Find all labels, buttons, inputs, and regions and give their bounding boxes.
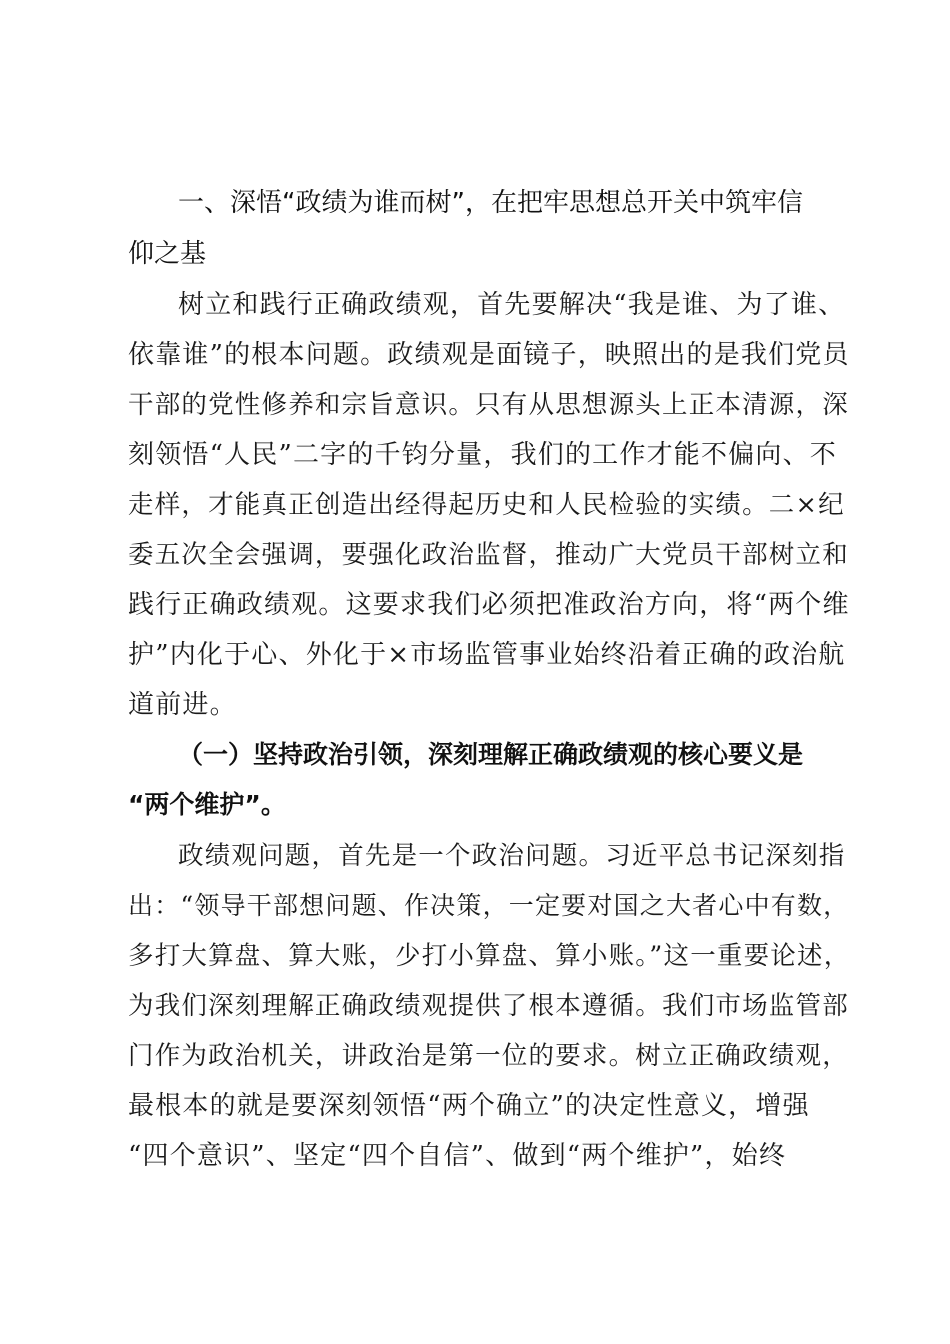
paragraph-line: “四个意识”、坚定“四个自信”、做到“两个维护”，始终 — [128, 1141, 787, 1171]
paragraph-line: 最根本的就是要深刻领悟“两个确立”的决定性意义，增强 — [128, 1091, 810, 1121]
paragraph-line: 走样，才能真正创造出经得起历史和人民检验的实绩。二×纪 — [128, 490, 845, 520]
paragraph-line: 出：“领导干部想问题、作决策，一定要对国之大者心中有数， — [128, 891, 850, 920]
section-heading-line-2: 仰之基 — [128, 239, 207, 269]
subsection-heading-line-1: （一）坚持政治引领，深刻理解正确政绩观的核心要义是 — [178, 740, 804, 769]
paragraph-line: 委五次全会强调，要强化政治监督，推动广大党员干部树立和 — [128, 540, 849, 570]
paragraph-line: 道前进。 — [128, 690, 237, 720]
paragraph-line: 多打大算盘、算大账，少打小算盘、算小账。”这一重要论述， — [128, 941, 851, 971]
paragraph-line: 政绩观问题，首先是一个政治问题。习近平总书记深刻指 — [178, 841, 846, 871]
paragraph-line: 刻领悟“人民”二字的千钧分量，我们的工作才能不偏向、不 — [128, 440, 837, 470]
paragraph-line: 践行正确政绩观。这要求我们必须把准政治方向，将“两个维 — [128, 590, 850, 620]
paragraph-line: 干部的党性修养和宗旨意识。只有从思想源头上正本清源，深 — [128, 390, 849, 420]
paragraph-line: 树立和践行正确政绩观，首先要解决“我是谁、为了谁、 — [178, 290, 846, 320]
paragraph-line: 为我们深刻理解正确政绩观提供了根本遵循。我们市场监管部 — [128, 991, 849, 1021]
subsection-heading-line-2: “两个维护”。 — [128, 790, 286, 819]
paragraph-line: 门作为政治机关，讲政治是第一位的要求。树立正确政绩观， — [128, 1041, 849, 1071]
paragraph-line: 护”内化于心、外化于×市场监管事业始终沿着正确的政治航 — [128, 640, 846, 670]
section-heading-line-1: 一、深悟“政绩为谁而树”，在把牢思想总开关中筑牢信 — [178, 188, 803, 218]
paragraph-line: 依靠谁”的根本问题。政绩观是面镜子，映照出的是我们党员 — [128, 340, 850, 370]
